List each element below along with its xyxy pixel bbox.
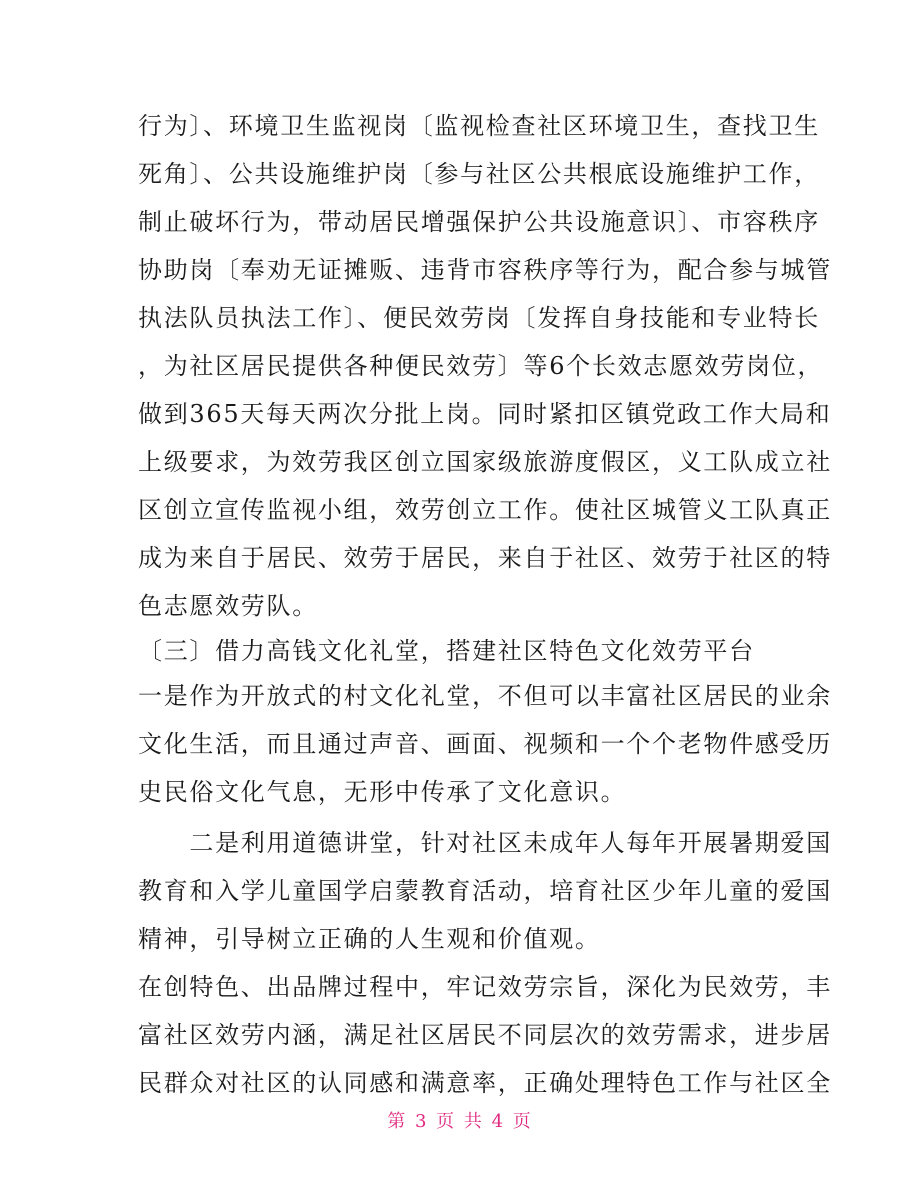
text-line: 教育和入学儿童国学启蒙教育活动，培育社区少年儿童的爱国 xyxy=(138,877,832,905)
text-line: 富社区效劳内涵，满足社区居民不同层次的效劳需求，进步居 xyxy=(138,1021,832,1049)
text-line: 上级要求，为效劳我区创立国家级旅游度假区，义工队成立社 xyxy=(138,448,832,476)
text-line: 区创立宣传监视小组，效劳创立工作。使社区城管义工队真正 xyxy=(138,496,832,524)
text-line: 民群众对社区的认同感和满意率，正确处理特色工作与社区全 xyxy=(138,1069,832,1097)
text-line: 色志愿效劳队。 xyxy=(138,592,318,620)
text-line: ，为社区居民提供各种便民效劳〕等6个长效志愿效劳岗位， xyxy=(138,352,824,380)
text-line: 史民俗文化气息，无形中传承了文化意识。 xyxy=(138,778,627,806)
text-line: 死角〕、公共设施维护岗〔参与社区公共根底设施维护工作， xyxy=(138,160,820,188)
text-line: 成为来自于居民、效劳于居民，来自于社区、效劳于社区的特 xyxy=(138,544,832,572)
text-line: 〔三〕借力高钱文化礼堂，搭建社区特色文化效劳平台 xyxy=(138,637,755,665)
text-line: 执法队员执法工作〕、便民效劳岗〔发挥自身技能和专业特长 xyxy=(138,304,820,332)
page-footer: 第 3 页 共 4 页 xyxy=(387,1111,533,1132)
text-line: 二是利用道德讲堂，针对社区未成年人每年开展暑期爱国 xyxy=(138,829,832,857)
text-line: 做到365天每天两次分批上岗。同时紧扣区镇党政工作大局和 xyxy=(138,400,832,428)
text-line: 行为〕、环境卫生监视岗〔监视检查社区环境卫生，查找卫生 xyxy=(138,112,820,140)
text-line: 精神，引导树立正确的人生观和价值观。 xyxy=(138,925,601,953)
text-line: 一是作为开放式的村文化礼堂，不但可以丰富社区居民的业余 xyxy=(138,682,832,710)
text-line: 文化生活，而且通过声音、画面、视频和一个个老物件感受历 xyxy=(138,730,832,758)
text-line: 在创特色、出品牌过程中，牢记效劳宗旨，深化为民效劳，丰 xyxy=(138,973,832,1001)
text-line: 协助岗〔奉劝无证摊贩、违背市容秩序等行为，配合参与城管 xyxy=(138,256,832,284)
text-line: 制止破坏行为，带动居民增强保护公共设施意识〕、市容秩序 xyxy=(138,208,820,236)
